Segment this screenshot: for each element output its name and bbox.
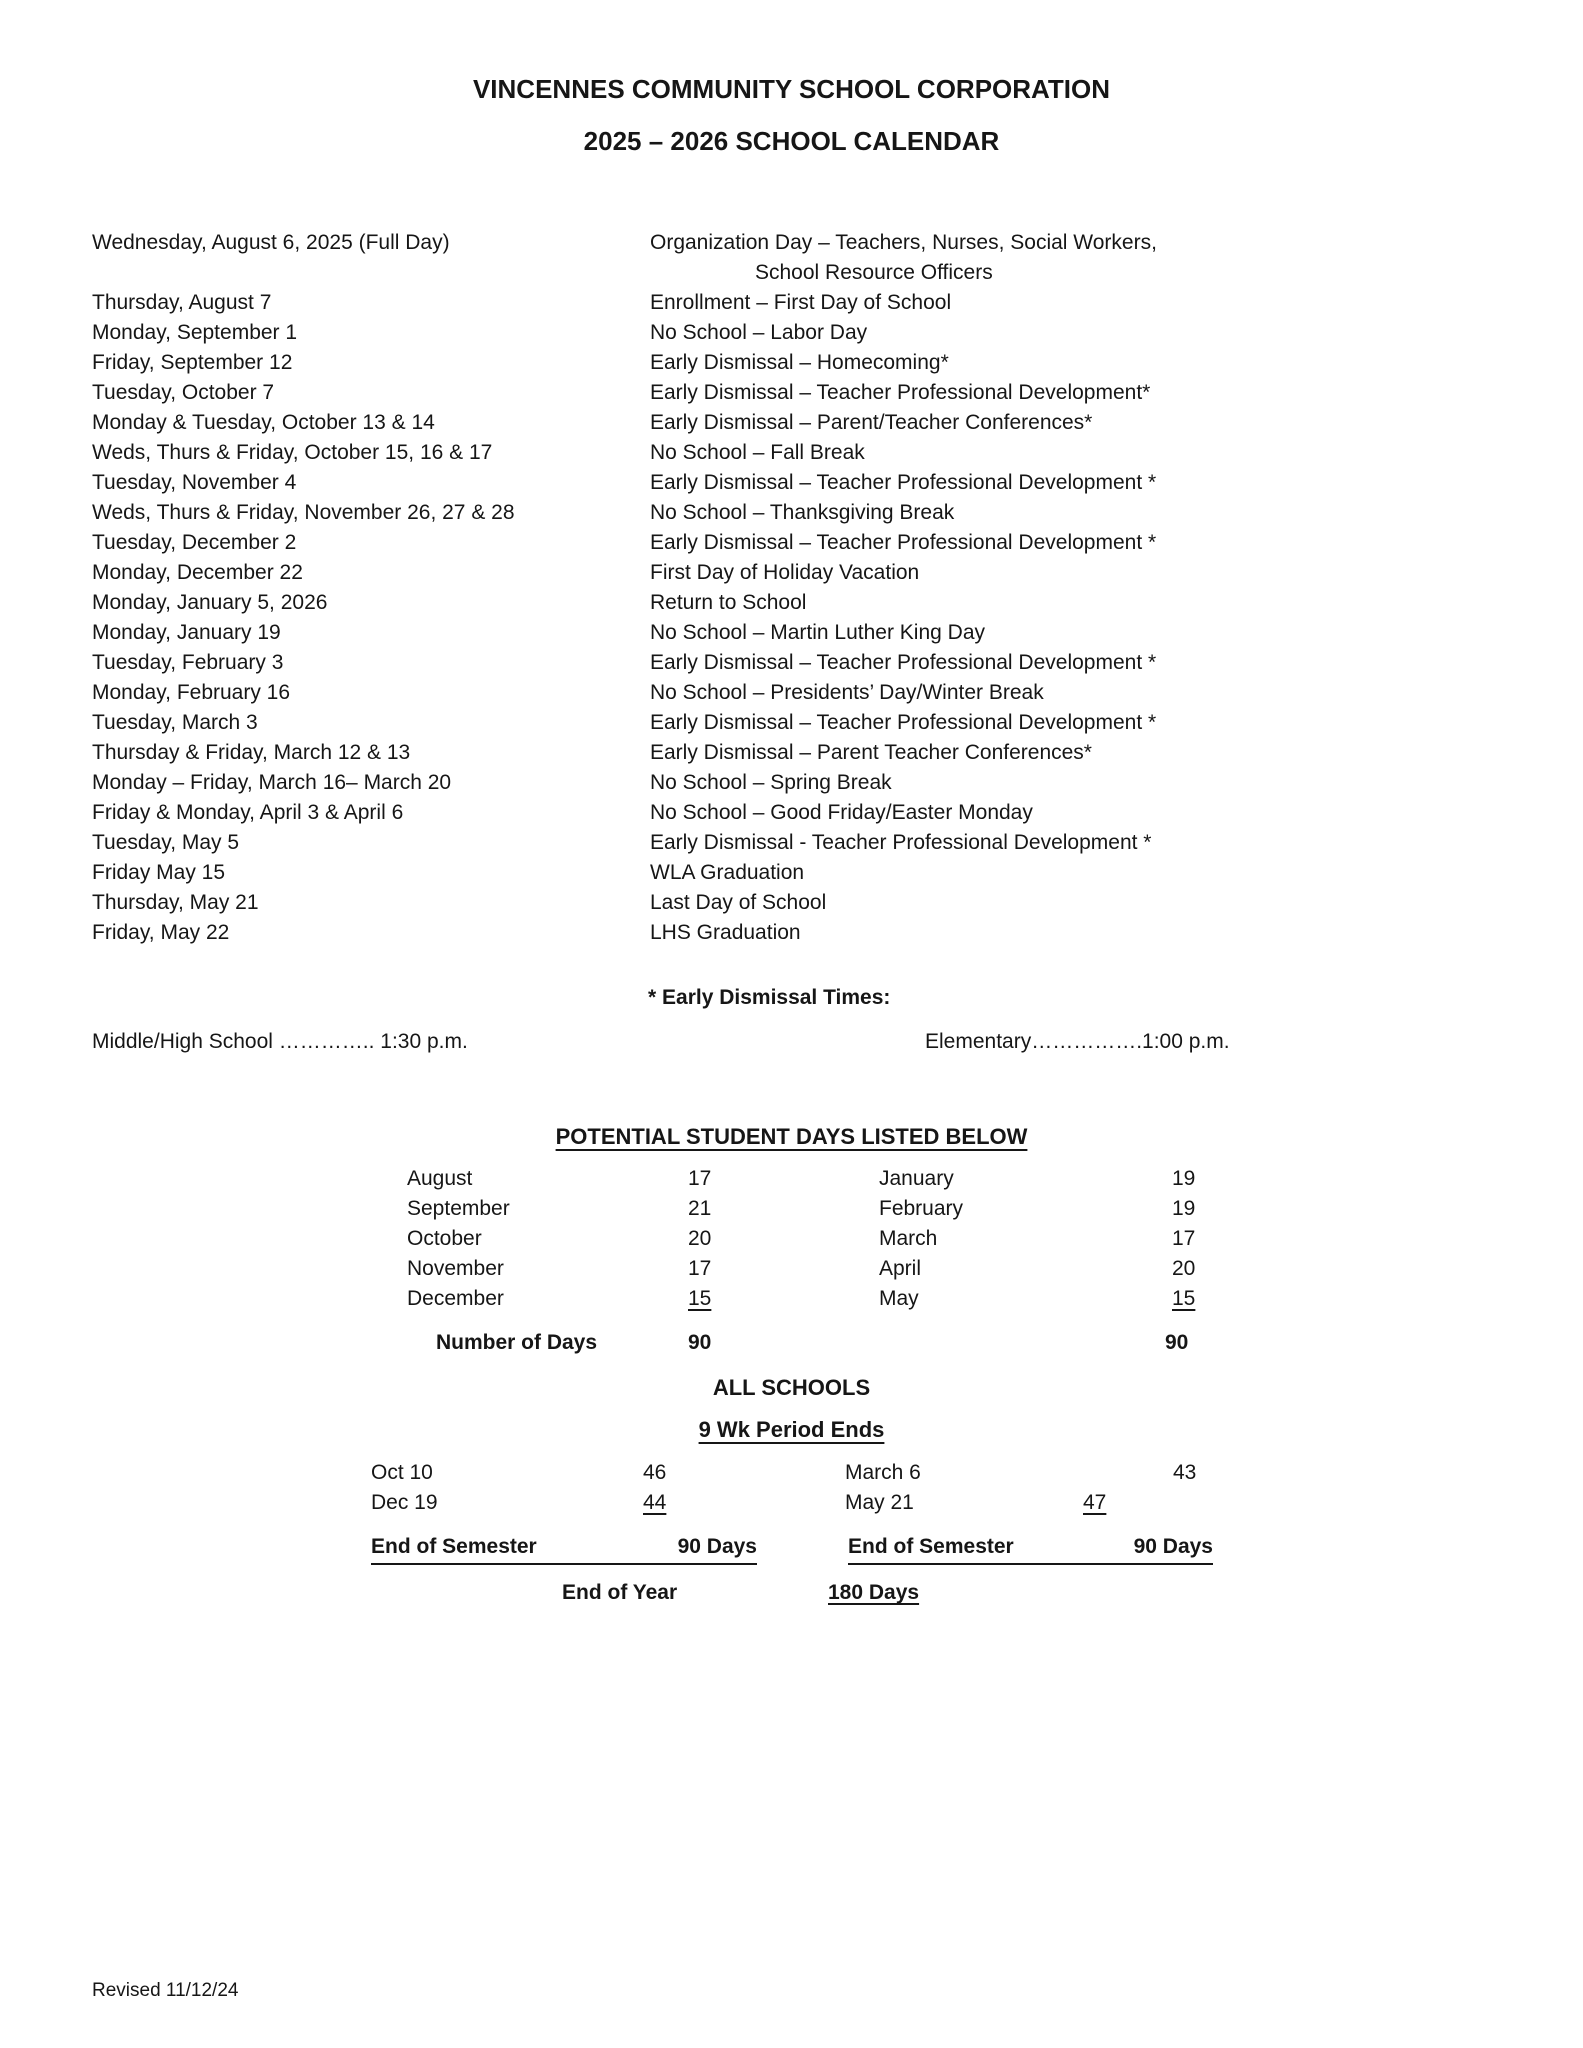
month-label: May (879, 1287, 919, 1310)
calendar-event (650, 558, 1553, 588)
period-days: 47 (1083, 1491, 1107, 1514)
calendar-row (92, 528, 1553, 558)
calendar-event (650, 318, 1553, 348)
calendar-row (92, 438, 1553, 468)
student-days-heading: POTENTIAL STUDENT DAYS LISTED BELOW (555, 1124, 1028, 1149)
calendar-event-text: Early Dismissal – Teacher Professional Development * (650, 471, 1157, 494)
calendar-event-text: No School – Thanksgiving Break (650, 501, 955, 524)
calendar-event (650, 618, 1553, 648)
calendar-row (92, 768, 1553, 798)
semester1-total: 90 (688, 1331, 712, 1354)
calendar-date: Tuesday, May 5 (92, 831, 240, 854)
period-end-date: Dec 19 (371, 1491, 438, 1514)
calendar-date: Tuesday, February 3 (92, 651, 284, 674)
calendar-event-text: No School – Presidents’ Day/Winter Break (650, 681, 1044, 704)
calendar-event-text: Early Dismissal – Teacher Professional Development* (650, 381, 1151, 404)
calendar-event-text: Last Day of School (650, 891, 827, 914)
calendar-date: Monday, September 1 (92, 321, 298, 344)
period-end-date: May 21 (845, 1491, 914, 1514)
days-value: 19 (1172, 1197, 1196, 1220)
period-days: 44 (643, 1491, 667, 1514)
period-end-date: Oct 10 (371, 1461, 433, 1484)
page-title: VINCENNES COMMUNITY SCHOOL CORPORATION (472, 74, 1111, 104)
days-value: 20 (1172, 1257, 1196, 1280)
calendar-date: Weds, Thurs & Friday, November 26, 27 & 28 (92, 501, 515, 524)
calendar-row (92, 288, 1553, 318)
calendar-event-text: Early Dismissal – Teacher Professional Development * (650, 531, 1157, 554)
student-days-row (0, 1197, 1583, 1227)
nine-week-heading: 9 Wk Period Ends (698, 1417, 885, 1442)
calendar-date: Tuesday, March 3 (92, 711, 258, 734)
all-schools-heading: ALL SCHOOLS (712, 1375, 871, 1400)
calendar-event-text: WLA Graduation (650, 861, 805, 884)
calendar-event (650, 768, 1553, 798)
month-label: April (879, 1257, 922, 1280)
days-value: 17 (1172, 1227, 1196, 1250)
calendar-list (92, 228, 1553, 948)
end-of-semester-left (371, 1535, 757, 1565)
calendar-row (92, 708, 1553, 738)
calendar-date: Monday, January 19 (92, 621, 281, 644)
calendar-date: Friday, May 22 (92, 921, 230, 944)
days-value: 17 (688, 1167, 712, 1190)
calendar-row (92, 888, 1553, 918)
calendar-row (92, 618, 1553, 648)
calendar-event (650, 738, 1553, 768)
calendar-event (650, 648, 1553, 678)
calendar-date: Monday, December 22 (92, 561, 303, 584)
nine-week-row (0, 1461, 1583, 1491)
student-days-row (0, 1167, 1583, 1197)
calendar-event (650, 408, 1553, 438)
end-of-semester-label: End of Semester (371, 1535, 537, 1558)
days-value: 20 (688, 1227, 712, 1250)
calendar-row (92, 408, 1553, 438)
calendar-event-text: No School – Fall Break (650, 441, 865, 464)
calendar-event-text: Early Dismissal – Parent/Teacher Conferences* (650, 411, 1093, 434)
days-value: 15 (688, 1287, 712, 1310)
calendar-date: Tuesday, October 7 (92, 381, 275, 404)
calendar-row (92, 798, 1553, 828)
calendar-event (650, 228, 1553, 288)
calendar-row (92, 918, 1553, 948)
month-label: November (407, 1257, 504, 1280)
period-end-date: March 6 (845, 1461, 921, 1484)
month-label: March (879, 1227, 938, 1250)
calendar-event-text: LHS Graduation (650, 921, 801, 944)
calendar-event-text: Early Dismissal – Homecoming* (650, 351, 949, 374)
calendar-event (650, 468, 1553, 498)
calendar-event (650, 888, 1553, 918)
calendar-event (650, 498, 1553, 528)
calendar-event (650, 348, 1553, 378)
end-of-year-label: End of Year (562, 1581, 678, 1604)
calendar-date: Thursday, May 21 (92, 891, 259, 914)
calendar-event-text-wrap: School Resource Officers (755, 261, 993, 284)
student-days-row (0, 1257, 1583, 1287)
number-of-days-row (0, 1331, 1583, 1361)
nine-week-row (0, 1491, 1583, 1521)
end-of-semester-label: End of Semester (848, 1535, 1014, 1558)
calendar-row (92, 498, 1553, 528)
calendar-event (650, 708, 1553, 738)
calendar-event-text: First Day of Holiday Vacation (650, 561, 920, 584)
calendar-date: Monday – Friday, March 16– March 20 (92, 771, 452, 794)
end-of-semester-days: 90 Days (677, 1535, 757, 1558)
calendar-date: Friday, September 12 (92, 351, 293, 374)
number-of-days-label: Number of Days (436, 1331, 598, 1354)
calendar-date: Thursday & Friday, March 12 & 13 (92, 741, 411, 764)
calendar-event (650, 798, 1553, 828)
calendar-event (650, 438, 1553, 468)
calendar-event (650, 378, 1553, 408)
calendar-row (92, 588, 1553, 618)
calendar-row (92, 828, 1553, 858)
student-days-row (0, 1227, 1583, 1257)
days-value: 15 (1172, 1287, 1196, 1310)
early-dismissal-heading: * Early Dismissal Times: (648, 986, 891, 1009)
calendar-date: Monday, February 16 (92, 681, 291, 704)
calendar-event-text: No School – Martin Luther King Day (650, 621, 986, 644)
calendar-row (92, 318, 1553, 348)
calendar-date: Thursday, August 7 (92, 291, 272, 314)
middle-high-dismissal-time: Middle/High School ………….. 1:30 p.m. (92, 1030, 468, 1053)
calendar-date: Monday, January 5, 2026 (92, 591, 328, 614)
calendar-event-text: Early Dismissal – Parent Teacher Conferences* (650, 741, 1092, 764)
calendar-event-text: No School – Labor Day (650, 321, 868, 344)
calendar-event-text: Early Dismissal – Teacher Professional Development * (650, 651, 1157, 674)
calendar-date: Wednesday, August 6, 2025 (Full Day) (92, 231, 450, 254)
calendar-row (92, 558, 1553, 588)
calendar-row (92, 738, 1553, 768)
calendar-date: Monday & Tuesday, October 13 & 14 (92, 411, 435, 434)
end-of-semester-days: 90 Days (1133, 1535, 1213, 1558)
calendar-date: Friday May 15 (92, 861, 226, 884)
elementary-dismissal-time: Elementary…………….1:00 p.m. (925, 1030, 1230, 1053)
calendar-row (92, 858, 1553, 888)
calendar-event (650, 288, 1553, 318)
calendar-event-text: Early Dismissal – Teacher Professional Development * (650, 711, 1157, 734)
calendar-event-text: Enrollment – First Day of School (650, 291, 952, 314)
calendar-date: Weds, Thurs & Friday, October 15, 16 & 17 (92, 441, 493, 464)
calendar-event-text: Return to School (650, 591, 807, 614)
month-label: September (407, 1197, 510, 1220)
calendar-event-text: Early Dismissal - Teacher Professional Development * (650, 831, 1152, 854)
month-label: December (407, 1287, 504, 1310)
end-of-year-days: 180 Days (828, 1581, 920, 1604)
days-value: 17 (688, 1257, 712, 1280)
calendar-event (650, 528, 1553, 558)
days-value: 21 (688, 1197, 712, 1220)
calendar-date: Friday & Monday, April 3 & April 6 (92, 801, 404, 824)
student-days-row (0, 1287, 1583, 1317)
semester2-total: 90 (1165, 1331, 1189, 1354)
period-days: 43 (1173, 1461, 1197, 1484)
days-value: 19 (1172, 1167, 1196, 1190)
calendar-event (650, 678, 1553, 708)
calendar-event-text: No School – Good Friday/Easter Monday (650, 801, 1033, 824)
period-days: 46 (643, 1461, 667, 1484)
month-label: August (407, 1167, 473, 1190)
calendar-row (92, 348, 1553, 378)
calendar-row (92, 228, 1553, 288)
month-label: February (879, 1197, 964, 1220)
calendar-event (650, 918, 1553, 948)
calendar-event (650, 588, 1553, 618)
calendar-event (650, 858, 1553, 888)
calendar-row (92, 468, 1553, 498)
revised-note: Revised 11/12/24 (92, 1980, 239, 2001)
month-label: October (407, 1227, 482, 1250)
calendar-row (92, 678, 1553, 708)
calendar-event (650, 828, 1553, 858)
calendar-event-text: Organization Day – Teachers, Nurses, Social Workers, (650, 231, 1157, 254)
calendar-date: Tuesday, November 4 (92, 471, 297, 494)
calendar-event-text: No School – Spring Break (650, 771, 892, 794)
calendar-row (92, 648, 1553, 678)
calendar-date: Tuesday, December 2 (92, 531, 297, 554)
page-subtitle: 2025 – 2026 SCHOOL CALENDAR (583, 126, 1000, 156)
calendar-row (92, 378, 1553, 408)
end-of-semester-right (848, 1535, 1213, 1565)
month-label: January (879, 1167, 954, 1190)
